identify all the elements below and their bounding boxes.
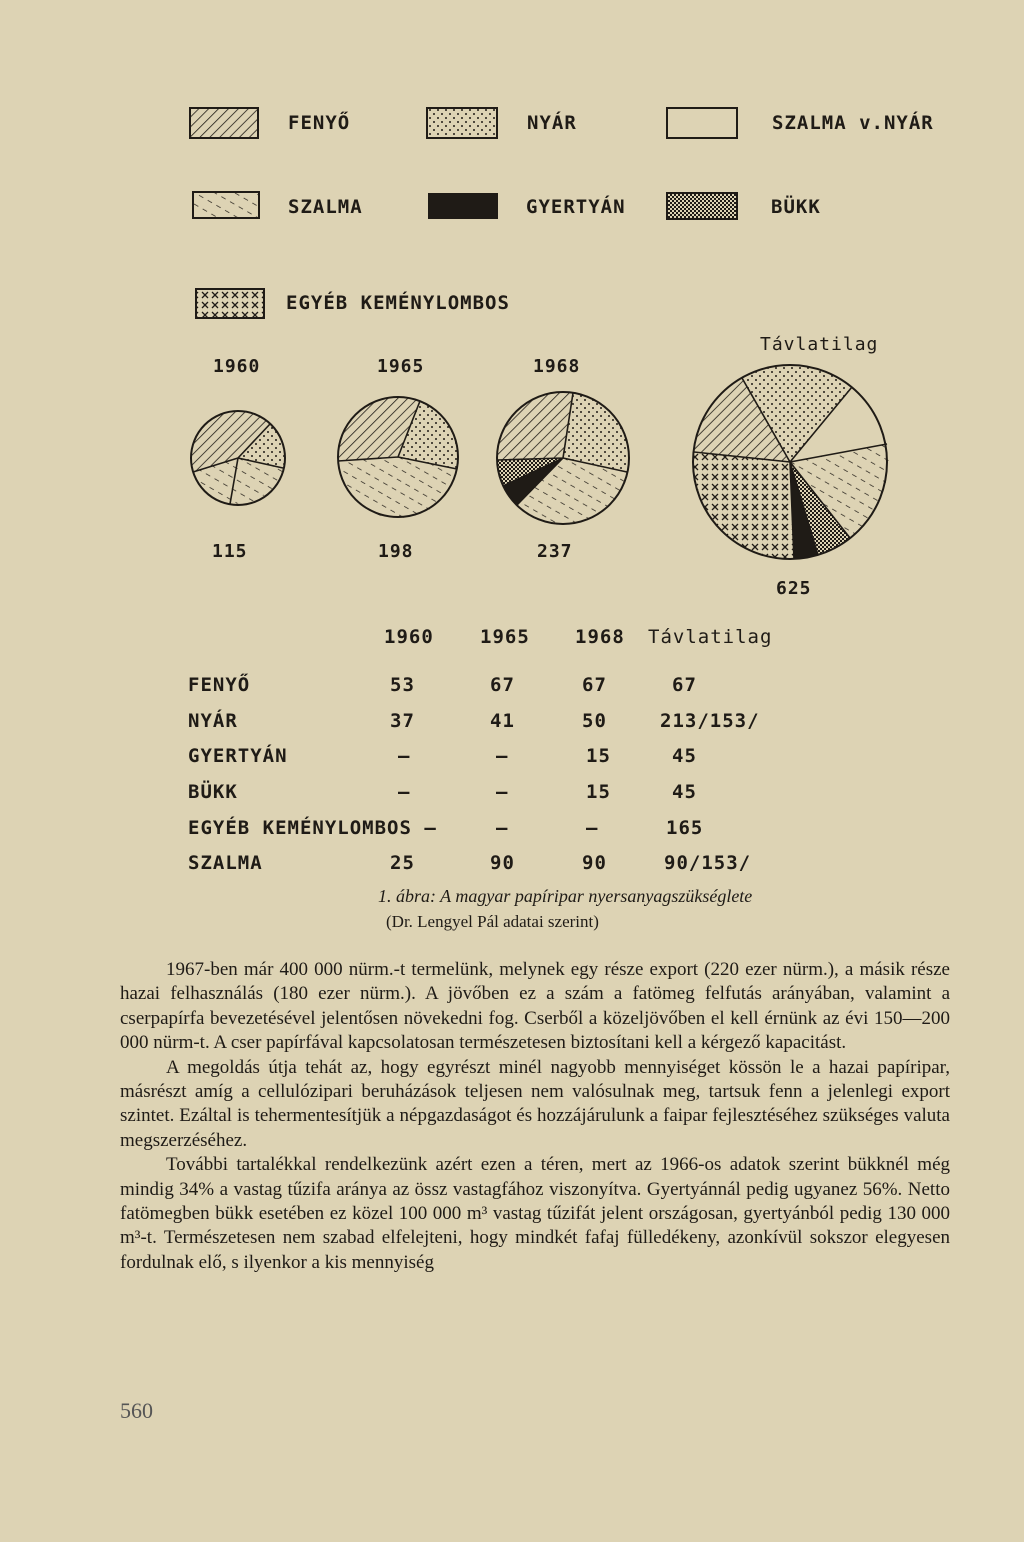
- table-row-label: SZALMA: [188, 852, 263, 874]
- table-cell: 67: [672, 674, 697, 696]
- table-cell: 41: [490, 710, 515, 732]
- table-cell: –: [496, 781, 509, 803]
- table-cell: –: [398, 745, 411, 767]
- table-cell: 67: [490, 674, 515, 696]
- table-header-1965: 1965: [480, 626, 530, 648]
- table-cell: –: [496, 745, 509, 767]
- page-number: 560: [120, 1398, 153, 1423]
- table-cell: –: [586, 817, 599, 839]
- paragraph: 1967-ben már 400 000 nürm.-t termelünk, melynek egy része export (220 ezer nürm.), a másik része hazai felhasználás (180 ezer nürm.). A jövőben ez a szám a fatömeg felfutás arányában, valamint a cserpapírfa bevezetésével jelentősen növekedni fog. Cserből a közeljövőben el kell érnünk az évi 150—200 000 nürm-t. A cser papírfával kapcsolatosan természetesen biztosítani kell a kérgező kapacitást.: [120, 959, 950, 1054]
- legend-swatch-bukk: [667, 193, 737, 219]
- pie-total-1968: 237: [537, 541, 573, 562]
- table-header-tavlatilag: Távlatilag: [648, 626, 773, 648]
- legend-swatch-nyar: [427, 108, 497, 138]
- table-row-label: BÜKK: [188, 781, 238, 803]
- pie-year-1968: 1968: [533, 356, 581, 377]
- figure-caption-source: (Dr. Lengyel Pál adatai szerint): [386, 912, 599, 931]
- table-cell: 15: [586, 745, 611, 767]
- table-cell: 37: [390, 710, 415, 732]
- table-cell: –: [398, 781, 411, 803]
- table-row-label: NYÁR: [188, 710, 238, 732]
- table-cell: 53: [390, 674, 415, 696]
- figure-caption: 1. ábra: A magyar papíripar nyersanyagszükséglete: [378, 886, 753, 906]
- table-cell: 165: [666, 817, 704, 839]
- legend-label-nyar: NYÁR: [527, 112, 577, 134]
- pie-1968: [497, 392, 629, 524]
- legend-swatch-szalma: [193, 192, 259, 218]
- table-row-label: GYERTYÁN: [188, 745, 288, 767]
- legend-swatch-szalma-nyar: [667, 108, 737, 138]
- pie-total-tavlatilag: 625: [776, 578, 812, 599]
- legend-label-szalma-nyar: SZALMA v.NYÁR: [772, 112, 934, 134]
- pie-year-1960: 1960: [213, 356, 261, 377]
- paragraph: További tartalékkal rendelkezünk azért ezen a téren, mert az 1966-os adatok szerint bükknél még mindig 34% a vastag tűzifa aránya az össz vastagfához viszonyítva. Gyertyánnál pedig ugyanez 56%. Netto fatömegben bükk esetében ez közel 100 000 m³ vastag tűzifát jelent országosan, gyertyánból pedig 130 000 m³-t. Természetesen nem szabad elfelejteni, hogy mindkét fafaj fülledékeny, azonkívül sokszor elegyesen fordulnak elő, s ilyenkor a kis mennyiség: [120, 1154, 950, 1273]
- table-cell: 67: [582, 674, 607, 696]
- table-cell: 90/153/: [664, 852, 752, 874]
- legend-swatch-egyeb: [196, 289, 264, 318]
- table-cell: 45: [672, 781, 697, 803]
- paragraph: A megoldás útja tehát az, hogy egyrészt minél nagyobb mennyiséget kössön le a hazai papíripar, másrészt amíg a cellulózipari beruházások teljesen nem valósulnak meg, tartsuk fenn a jelenlegi export szintet. Ezáltal is tehermentesítjük a népgazdaságot és hozzájárulunk a faipar fejlesztéséhez szükséges valuta megszerzéséhez.: [120, 1056, 950, 1151]
- table-row-label: FENYŐ: [188, 674, 251, 696]
- legend-swatches: [190, 108, 737, 318]
- table-cell: 90: [490, 852, 515, 874]
- pie-year-1965: 1965: [377, 356, 425, 377]
- legend-swatch-gyertyan: [428, 193, 498, 219]
- table-cell: 90: [582, 852, 607, 874]
- pie-total-1965: 198: [378, 541, 414, 562]
- legend-swatch-fenyo: [190, 108, 258, 138]
- pie-title-tavlatilag: Távlatilag: [760, 334, 879, 355]
- table-row-label: EGYÉB KEMÉNYLOMBOS –: [188, 817, 437, 839]
- pie-total-1960: 115: [212, 541, 248, 562]
- table-header-1960: 1960: [384, 626, 434, 648]
- table-cell: 15: [586, 781, 611, 803]
- legend-label-fenyo: FENYŐ: [288, 112, 351, 134]
- table-cell: –: [496, 817, 509, 839]
- legend-label-bukk: BÜKK: [771, 196, 821, 218]
- legend-label-gyertyan: GYERTYÁN: [526, 196, 626, 218]
- table-cell: 50: [582, 710, 607, 732]
- table-cell: 213/153/: [660, 710, 760, 732]
- table-cell: 25: [390, 852, 415, 874]
- table-cell: 45: [672, 745, 697, 767]
- pie-1960: [191, 411, 285, 505]
- pie-tavlatilag: [693, 365, 888, 559]
- legend-label-egyeb: EGYÉB KEMÉNYLOMBOS: [286, 292, 510, 314]
- pie-1965: [338, 397, 458, 519]
- table-header-1968: 1968: [575, 626, 625, 648]
- legend-label-szalma: SZALMA: [288, 196, 363, 218]
- body-text: [120, 958, 950, 1275]
